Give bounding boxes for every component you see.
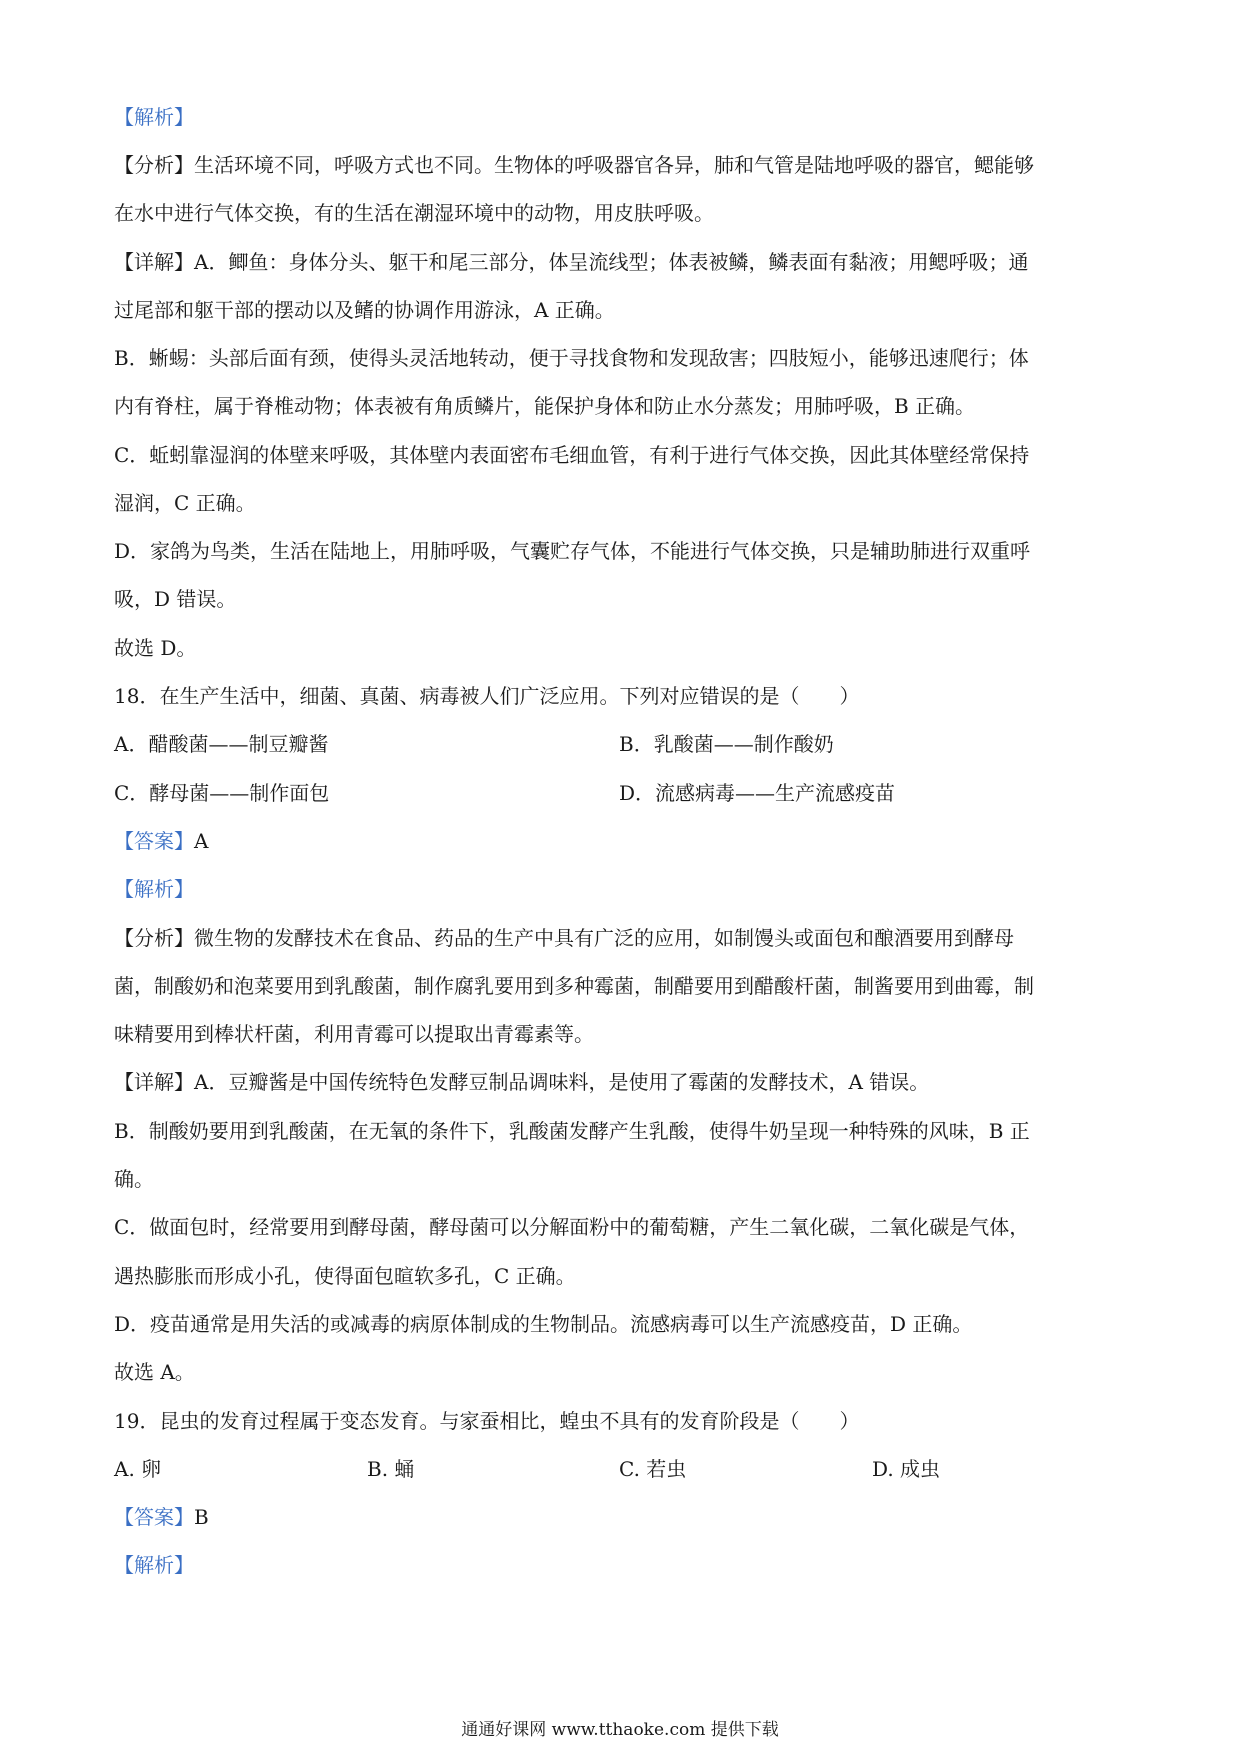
- prev-b-line-2: 内有脊柱，属于脊椎动物；体表被有角质鳞片，能保护身体和防止水分蒸发；用肺呼吸，B 正确。: [114, 394, 976, 418]
- q18-b-line-2: 确。: [114, 1167, 154, 1191]
- q19-option-b: B. 蛹: [367, 1457, 415, 1481]
- q18-option-c: C．酵母菌——制作面包: [114, 781, 330, 805]
- q18-option-b: B．乳酸菌——制作酸奶: [619, 732, 834, 756]
- q19-jiexi-label: 【解析】: [114, 1553, 194, 1577]
- xiangjie-label: 【详解】: [114, 250, 194, 274]
- prev-c-line-2: 湿润，C 正确。: [114, 491, 256, 515]
- prev-c-line-1: C．蚯蚓靠湿润的体壁来呼吸，其体壁内表面密布毛细血管，有利于进行气体交换，因此其体壁经常保持: [114, 443, 1030, 467]
- q18-d: D．疫苗通常是用失活的或减毒的病原体制成的生物制品。流感病毒可以生产流感疫苗，D 正确。: [114, 1312, 973, 1336]
- fenxi-prev-line-1: 【分析】生活环境不同，呼吸方式也不同。生物体的呼吸器官各异，肺和气管是陆地呼吸的器官，鳃能够: [114, 153, 1034, 177]
- prev-b-line-1: B．蜥蜴：头部后面有颈，使得头灵活地转动，便于寻找食物和发现敌害；四肢短小，能够迅速爬行；体: [114, 346, 1029, 370]
- xiangjie-prev-line-2: 过尾部和躯干部的摆动以及鳍的协调作用游泳，A 正确。: [114, 298, 615, 322]
- q19-option-c: C. 若虫: [619, 1457, 687, 1481]
- fenxi-label: 【分析】: [114, 153, 194, 177]
- q18-jiexi-label: 【解析】: [114, 877, 194, 901]
- q18-answer: 【答案】A: [114, 829, 209, 853]
- jiexi-label-prev: 【解析】: [114, 105, 194, 129]
- q19-answer: 【答案】B: [114, 1505, 209, 1529]
- q18-c-line-2: 遇热膨胀而形成小孔，使得面包暄软多孔，C 正确。: [114, 1264, 576, 1288]
- xiangjie-prev-line-1: 【详解】A．鲫鱼：身体分头、躯干和尾三部分，体呈流线型；体表被鳞，鳞表面有黏液；用鳃呼吸；通: [114, 250, 1029, 274]
- q19-option-d: D. 成虫: [872, 1457, 941, 1481]
- answer-label: 【答案】: [114, 829, 194, 853]
- q18-option-d: D．流感病毒——生产流感疫苗: [619, 781, 896, 805]
- q18-fenxi-line-3: 味精要用到棒状杆菌，利用青霉可以提取出青霉素等。: [114, 1022, 594, 1046]
- q18-b-line-1: B．制酸奶要用到乳酸菌，在无氧的条件下，乳酸菌发酵产生乳酸，使得牛奶呈现一种特殊的风味，B 正: [114, 1119, 1030, 1143]
- prev-conclusion: 故选 D。: [114, 636, 197, 660]
- prev-d-line-2: 吸，D 错误。: [114, 587, 237, 611]
- q18-fenxi-line-1: 【分析】微生物的发酵技术在食品、药品的生产中具有广泛的应用，如制馒头或面包和酿酒要用到酵母: [114, 926, 1014, 950]
- q18-conclusion: 故选 A。: [114, 1360, 195, 1384]
- page-footer: 通通好课网 www.tthaoke.com 提供下载: [461, 1720, 779, 1740]
- prev-d-line-1: D．家鸽为鸟类，生活在陆地上，用肺呼吸，气囊贮存气体，不能进行气体交换，只是辅助肺进行双重呼: [114, 539, 1031, 563]
- q19-option-a: A. 卵: [114, 1457, 162, 1481]
- q18-xiangjie-a: 【详解】A．豆瓣酱是中国传统特色发酵豆制品调味料，是使用了霉菌的发酵技术，A 错误。: [114, 1070, 930, 1094]
- fenxi-label: 【分析】: [114, 926, 194, 950]
- fenxi-prev-line-2: 在水中进行气体交换，有的生活在潮湿环境中的动物，用皮肤呼吸。: [114, 201, 714, 225]
- xiangjie-label: 【详解】: [114, 1070, 194, 1094]
- q18-c-line-1: C．做面包时，经常要用到酵母菌，酵母菌可以分解面粉中的葡萄糖，产生二氧化碳，二氧化碳是气体，: [114, 1215, 1030, 1239]
- q18-option-a: A．醋酸菌——制豆瓣酱: [114, 732, 329, 756]
- answer-label: 【答案】: [114, 1505, 194, 1529]
- q19-stem: 19．昆虫的发育过程属于变态发育。与家蚕相比，蝗虫不具有的发育阶段是（ ）: [114, 1409, 860, 1433]
- q18-stem: 18．在生产生活中，细菌、真菌、病毒被人们广泛应用。下列对应错误的是（ ）: [114, 684, 860, 708]
- q18-fenxi-line-2: 菌，制酸奶和泡菜要用到乳酸菌，制作腐乳要用到多种霉菌，制醋要用到醋酸杆菌，制酱要用到曲霉，制: [114, 974, 1034, 998]
